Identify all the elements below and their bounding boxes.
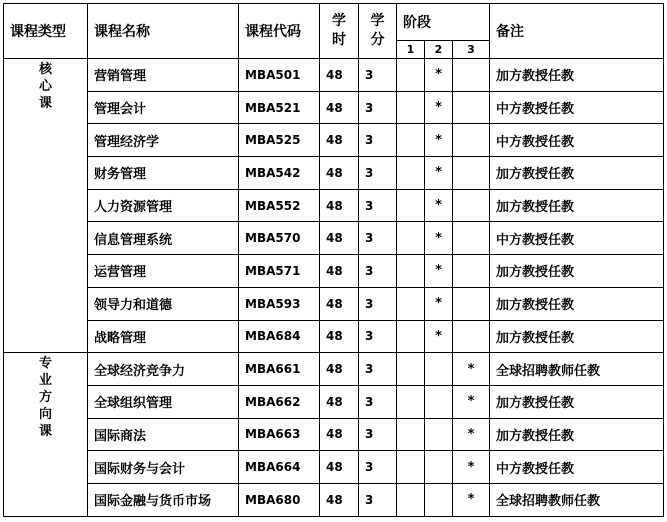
course-code-cell: MBA501	[239, 59, 320, 92]
course-code-cell: MBA663	[239, 418, 320, 451]
course-name-cell: 国际金融与货币市场	[88, 483, 239, 516]
phase-3-cell	[453, 287, 490, 320]
course-code-cell: MBA661	[239, 353, 320, 386]
phase-2-cell: *	[425, 255, 453, 288]
course-credits-cell: 3	[359, 353, 397, 386]
course-code-cell: MBA593	[239, 287, 320, 320]
header-name: 课程名称	[88, 4, 239, 59]
phase-2-cell: *	[425, 157, 453, 190]
course-name-cell: 财务管理	[88, 157, 239, 190]
course-type-char: 核	[38, 62, 52, 77]
course-code-cell: MBA664	[239, 451, 320, 484]
course-name-cell: 领导力和道德	[88, 287, 239, 320]
course-hours-cell: 48	[320, 59, 359, 92]
course-credits-cell: 3	[359, 418, 397, 451]
course-hours-cell: 48	[320, 189, 359, 222]
course-note-cell: 中方教授任教	[490, 222, 664, 255]
phase-1-cell	[397, 124, 425, 157]
course-type-char: 课	[38, 96, 52, 111]
course-note-cell: 加方教授任教	[490, 59, 664, 92]
phase-3-cell	[453, 255, 490, 288]
course-code-cell: MBA684	[239, 320, 320, 353]
phase-2-cell	[425, 353, 453, 386]
phase-3-cell: *	[453, 451, 490, 484]
course-type-char: 向	[38, 407, 52, 423]
table-row	[4, 91, 664, 124]
course-note-cell: 加方教授任教	[490, 255, 664, 288]
phase-1-cell	[397, 91, 425, 124]
phase-1-cell	[397, 320, 425, 353]
phase-1-cell	[397, 287, 425, 320]
course-note-cell: 中方教授任教	[490, 124, 664, 157]
course-credits-cell: 3	[359, 157, 397, 190]
course-type-cell	[4, 59, 88, 353]
course-name-cell: 管理会计	[88, 91, 239, 124]
table-row	[4, 451, 664, 484]
course-code-cell: MBA662	[239, 385, 320, 418]
table-row	[4, 483, 664, 516]
phase-2-cell	[425, 451, 453, 484]
course-code-cell: MBA542	[239, 157, 320, 190]
phase-1-cell	[397, 418, 425, 451]
phase-2-cell	[425, 418, 453, 451]
phase-3-cell	[453, 222, 490, 255]
table-row	[4, 418, 664, 451]
header-code: 课程代码	[239, 4, 320, 59]
course-credits-cell: 3	[359, 385, 397, 418]
course-name-cell: 人力资源管理	[88, 189, 239, 222]
phase-2-cell: *	[425, 222, 453, 255]
course-note-cell: 加方教授任教	[490, 385, 664, 418]
course-name-cell: 营销管理	[88, 59, 239, 92]
course-credits-cell: 3	[359, 320, 397, 353]
course-code-cell: MBA680	[239, 483, 320, 516]
table-row	[4, 320, 664, 353]
course-name-cell: 信息管理系统	[88, 222, 239, 255]
phase-2-cell: *	[425, 91, 453, 124]
course-table-container	[3, 3, 664, 517]
course-credits-cell: 3	[359, 189, 397, 222]
phase-1-cell	[397, 451, 425, 484]
course-table	[3, 3, 664, 517]
course-type-char: 业	[38, 373, 52, 389]
phase-3-cell: *	[453, 418, 490, 451]
phase-1-cell	[397, 59, 425, 92]
phase-2-cell	[425, 483, 453, 516]
phase-3-cell	[453, 320, 490, 353]
phase-3-cell	[453, 124, 490, 157]
header-phase: 阶段	[397, 4, 490, 41]
header-row	[4, 4, 664, 41]
course-type-char: 课	[38, 424, 52, 440]
course-code-cell: MBA570	[239, 222, 320, 255]
course-note-cell: 加方教授任教	[490, 287, 664, 320]
course-name-cell: 国际财务与会计	[88, 451, 239, 484]
course-note-cell: 加方教授任教	[490, 189, 664, 222]
course-name-cell: 国际商法	[88, 418, 239, 451]
course-credits-cell: 3	[359, 59, 397, 92]
course-name-cell: 战略管理	[88, 320, 239, 353]
course-note-cell: 中方教授任教	[490, 91, 664, 124]
course-type-char: 专	[38, 356, 52, 372]
phase-3-cell: *	[453, 385, 490, 418]
phase-1-cell	[397, 222, 425, 255]
phase-1-cell	[397, 157, 425, 190]
course-hours-cell: 48	[320, 222, 359, 255]
phase-1-cell	[397, 483, 425, 516]
table-body	[4, 59, 664, 517]
course-type-char: 心	[38, 79, 52, 94]
phase-1-cell	[397, 255, 425, 288]
course-note-cell: 全球招聘教师任教	[490, 483, 664, 516]
table-row	[4, 353, 664, 386]
course-credits-cell: 3	[359, 222, 397, 255]
course-hours-cell: 48	[320, 385, 359, 418]
header-hours: 学 时	[320, 4, 359, 59]
phase-3-cell	[453, 91, 490, 124]
phase-3-cell: *	[453, 483, 490, 516]
table-row	[4, 287, 664, 320]
header-note: 备注	[490, 4, 664, 59]
course-hours-cell: 48	[320, 255, 359, 288]
phase-1-cell	[397, 189, 425, 222]
course-note-cell: 加方教授任教	[490, 320, 664, 353]
phase-3-cell	[453, 59, 490, 92]
table-row	[4, 124, 664, 157]
header-phase-3: 3	[453, 41, 490, 59]
course-credits-cell: 3	[359, 91, 397, 124]
course-note-cell: 加方教授任教	[490, 157, 664, 190]
header-type: 课程类型	[4, 4, 88, 59]
phase-3-cell	[453, 157, 490, 190]
course-note-cell: 加方教授任教	[490, 418, 664, 451]
course-name-cell: 全球组织管理	[88, 385, 239, 418]
course-code-cell: MBA521	[239, 91, 320, 124]
table-row	[4, 255, 664, 288]
course-hours-cell: 48	[320, 124, 359, 157]
course-credits-cell: 3	[359, 287, 397, 320]
header-phase-2: 2	[425, 41, 453, 59]
phase-2-cell: *	[425, 59, 453, 92]
course-type-char: 方	[38, 390, 52, 406]
header-phase-1: 1	[397, 41, 425, 59]
table-row	[4, 157, 664, 190]
course-code-cell: MBA571	[239, 255, 320, 288]
course-name-cell: 运营管理	[88, 255, 239, 288]
phase-2-cell: *	[425, 124, 453, 157]
phase-2-cell: *	[425, 287, 453, 320]
course-code-cell: MBA552	[239, 189, 320, 222]
course-credits-cell: 3	[359, 483, 397, 516]
course-note-cell: 中方教授任教	[490, 451, 664, 484]
course-credits-cell: 3	[359, 124, 397, 157]
course-hours-cell: 48	[320, 287, 359, 320]
course-note-cell: 全球招聘教师任教	[490, 353, 664, 386]
course-hours-cell: 48	[320, 91, 359, 124]
course-hours-cell: 48	[320, 483, 359, 516]
phase-3-cell: *	[453, 353, 490, 386]
course-hours-cell: 48	[320, 353, 359, 386]
phase-1-cell	[397, 353, 425, 386]
header-credits: 学 分	[359, 4, 397, 59]
table-row	[4, 222, 664, 255]
table-row	[4, 385, 664, 418]
course-credits-cell: 3	[359, 451, 397, 484]
phase-3-cell	[453, 189, 490, 222]
phase-1-cell	[397, 385, 425, 418]
phase-2-cell: *	[425, 320, 453, 353]
phase-2-cell	[425, 385, 453, 418]
course-hours-cell: 48	[320, 157, 359, 190]
course-name-cell: 管理经济学	[88, 124, 239, 157]
course-hours-cell: 48	[320, 418, 359, 451]
table-row	[4, 189, 664, 222]
course-name-cell: 全球经济竞争力	[88, 353, 239, 386]
course-hours-cell: 48	[320, 451, 359, 484]
course-credits-cell: 3	[359, 255, 397, 288]
course-type-cell	[4, 353, 88, 516]
course-hours-cell: 48	[320, 320, 359, 353]
course-code-cell: MBA525	[239, 124, 320, 157]
phase-2-cell: *	[425, 189, 453, 222]
table-row	[4, 59, 664, 92]
